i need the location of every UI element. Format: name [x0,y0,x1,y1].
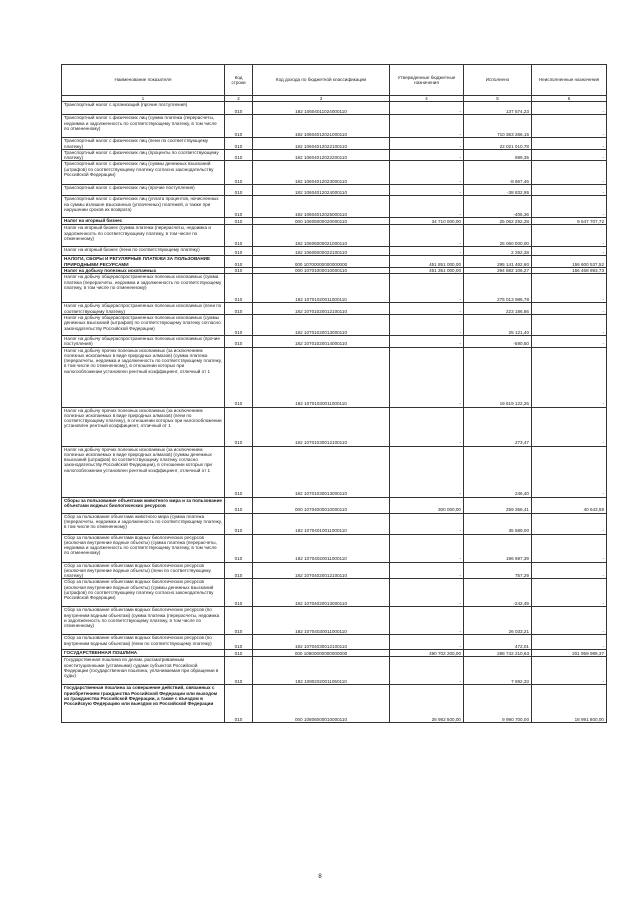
row-plan: - [390,196,464,218]
column-number: 1 [62,96,225,102]
row-plan: - [390,579,464,607]
row-rest: - [532,657,607,685]
row-rest: - [532,274,607,303]
row-kbk: 182 10604012022100110 [253,138,390,150]
row-kbk: 182 10704010011000110 [253,513,390,534]
row-done: 275 013 986,78 [464,274,532,303]
row-done: -242,49 [464,579,532,607]
row-code: 010 [225,657,253,685]
row-done: 2 292,28 [464,247,532,256]
row-code: 010 [225,650,253,657]
row-name: Налог на добычу полезных ископаемых [62,268,225,274]
row-done: -590,50 [464,335,532,347]
row-done: 288 742 210,63 [464,650,532,657]
row-rest: 156 600 537,52 [532,256,607,268]
row-code: 010 [225,579,253,607]
table-row [62,314,607,335]
row-name: Сбор за пользование объектами водных биологических ресурсов (по внутренним водным объектам) (сумма платежа (перерасчеты, недоимка и задолженность по соответствующему платежу, в том числе по отмененному) [62,607,225,635]
row-done: 196 697,39 [464,534,532,562]
row-kbk: 182 10802020011050110 [253,657,390,685]
row-done: 19 619 122,26 [464,347,532,407]
row-code: 010 [225,256,253,268]
row-rest: 156 468 893,73 [532,268,607,274]
table-row [62,196,607,218]
header-rest: Неисполненные назначения [532,65,607,96]
table-row [62,256,607,268]
row-code: 010 [225,138,253,150]
row-rest: - [532,196,607,218]
row-code: 010 [225,185,253,196]
row-code: 010 [225,635,253,650]
table-row [62,657,607,685]
row-rest: - [532,185,607,196]
row-done: 22 021 010,78 [464,138,532,150]
row-name: Налог на добычу прочих полезных ископаемых (за исключением полезных ископаемых в виде природных алмазов) (сумма платежа (перерасчеты, недоимка и задолженность по соответствующему платежу, в том числе по отмененному), в отношении которых при налогообложении установлен рентный коэффициент, отличный от 1 [62,347,225,407]
row-name: Налог на добычу прочих полезных ископаемых (за исключением полезных ископаемых в виде природных алмазов) (суммы денежных взысканий (штрафов) по соответствующему платежу согласно законодательству Российской Федерации), в отношении которых при налогообложении установлен рентный коэффициент, отличный от 1 [62,446,225,497]
row-rest: 18 991 800,00 [532,685,607,723]
row-plan: - [390,149,464,161]
row-name: Налог на добычу прочих полезных ископаемых (за исключением полезных ископаемых в виде природных алмазов) (пени по соответствующему платежу), в отношении которых при налогообложении установлен рентный коэффициент, отличный от 1 [62,407,225,446]
row-name: Государственная пошлина по делам, рассматриваемым конституционными (уставными) судами субъектов Российской Федерации (государственная пошлина, уплачиваемая при обращении в суды) [62,657,225,685]
row-plan: - [390,247,464,256]
row-rest: - [532,138,607,150]
table-row [62,303,607,315]
table-row [62,268,607,274]
row-kbk: 182 10704030011000110 [253,607,390,635]
row-code: 010 [225,513,253,534]
row-done: 259 356,41 [464,497,532,513]
row-plan: - [390,607,464,635]
row-plan: - [390,347,464,407]
row-plan: 28 982 500,00 [390,685,464,723]
table-row [62,102,607,115]
row-name: Налог на добычу общераспространенных полезных ископаемых (прочие поступления) [62,335,225,347]
row-name: Транспортный налог с физических лиц (проценты по соответствующему платежу) [62,149,225,161]
row-rest: - [532,115,607,138]
row-name: ГОСУДАРСТВЕННАЯ ПОШЛИНА [62,650,225,657]
row-code: 010 [225,497,253,513]
row-plan: - [390,562,464,579]
row-code: 010 [225,161,253,185]
row-kbk: 000 10806000010000110 [253,685,390,723]
row-code: 010 [225,407,253,446]
row-rest: - [532,303,607,315]
row-code: 010 [225,268,253,274]
row-plan: 300 000,00 [390,497,464,513]
row-code: 010 [225,534,253,562]
row-plan: - [390,161,464,185]
row-rest: - [532,335,607,347]
row-name: НАЛОГИ, СБОРЫ И РЕГУЛЯРНЫЕ ПЛАТЕЖИ ЗА ПОЛЬЗОВАНИЕ ПРИРОДНЫМИ РЕСУРСАМИ [62,256,225,268]
row-rest: - [532,513,607,534]
table-row [62,579,607,607]
row-plan: - [390,115,464,138]
row-plan: 451 351 000,00 [390,268,464,274]
row-plan: - [390,138,464,150]
table-row [62,607,607,635]
row-rest: - [532,225,607,247]
row-done: 137 574,23 [464,102,532,115]
table-row [62,650,607,657]
row-rest: - [532,247,607,256]
row-plan: - [390,446,464,497]
header-kbk: Код дохода по бюджетной классификации [253,65,390,96]
row-rest: 9 647 707,72 [532,218,607,225]
row-done: 223 186,86 [464,303,532,315]
row-kbk: 182 10701020013000110 [253,314,390,335]
header-code: Код строки [225,65,253,96]
table-row [62,347,607,407]
row-rest: - [532,347,607,407]
row-plan: - [390,274,464,303]
row-kbk: 182 10604012023000110 [253,161,390,185]
table-row [62,138,607,150]
row-kbk: 182 10701030013000110 [253,446,390,497]
row-code: 010 [225,562,253,579]
row-code: 010 [225,102,253,115]
row-name: Сбор за пользование объектами водных биологических ресурсов (исключая внутренние водные объекты) (суммы денежных взысканий (штрафов) по соответствующему платежу согласно законодательству Российской Федерации) [62,579,225,607]
row-done: 273,47 [464,407,532,446]
row-kbk: 000 10704000010000110 [253,497,390,513]
row-done: 295 141 462,60 [464,256,532,268]
row-name: Сбор за пользование объектами водных биологических ресурсов (исключая внутренние водные объекты) (сумма платежа (перерасчеты, недоимка и задолженность по соответствующему платежу, в том числе по отмененному) [62,534,225,562]
table-row [62,446,607,497]
row-done: 25 121,40 [464,314,532,335]
row-rest: - [532,102,607,115]
table-row [62,534,607,562]
table-row [62,685,607,723]
row-rest: - [532,607,607,635]
row-done: -405,36 [464,196,532,218]
row-plan: 34 710 000,00 [390,218,464,225]
row-kbk: 000 10605000020000110 [253,218,390,225]
table-row [62,185,607,196]
table-row [62,335,607,347]
row-code: 010 [225,347,253,407]
row-plan: - [390,314,464,335]
row-kbk: 182 10605000021000110 [253,225,390,247]
row-done: 710 363 266,15 [464,115,532,138]
row-plan: - [390,335,464,347]
row-rest: - [532,635,607,650]
row-name: Налог на игорный бизнес (пени по соответствующему платежу) [62,247,225,256]
row-done: 7 692,33 [464,657,532,685]
row-name: Транспортный налог с физических лиц (прочие поступления) [62,185,225,196]
row-rest: - [532,149,607,161]
row-kbk: 000 10700000000000000 [253,256,390,268]
income-execution-table [61,64,607,723]
table-row [62,247,607,256]
row-rest: - [532,562,607,579]
row-name: Государственная пошлина за совершение действий, связанных с приобретением гражданства Российской Федерации или выходом из гражданства Российской Федерации, а также с въездом в Российскую Федерацию или выездом из Российской Федерации [62,685,225,723]
row-kbk: 182 10701030012100110 [253,407,390,446]
table-row [62,225,607,247]
row-plan: - [390,185,464,196]
row-plan: - [390,303,464,315]
row-kbk: 182 10704020011000110 [253,534,390,562]
row-kbk: 182 10605000022100110 [253,247,390,256]
header-done: Исполнено [464,65,532,96]
row-name: Сбор за пользование объектами водных биологических ресурсов (по внутренним водным объектам) (пени по соответствующему платежу) [62,635,225,650]
row-kbk: 182 10604011024000110 [253,102,390,115]
row-plan: - [390,635,464,650]
row-kbk: 182 10604012022200110 [253,149,390,161]
row-plan: - [390,225,464,247]
row-plan: - [390,407,464,446]
table-row [62,218,607,225]
table-row [62,115,607,138]
row-name: Транспортный налог с организаций (прочие поступления) [62,102,225,115]
table-row [62,149,607,161]
row-kbk: 182 10704020012100110 [253,562,390,579]
table-row [62,635,607,650]
row-plan: 451 851 000,00 [390,256,464,268]
header-plan: Утвержденные бюджетные назначения [390,65,464,96]
row-done: 26 033,21 [464,607,532,635]
row-done: 294 882 106,27 [464,268,532,274]
page-number: 8 [318,874,322,880]
table-row [62,161,607,185]
row-name: Сбор за пользование объектами водных биологических ресурсов (исключая внутренние водные объекты) (пени по соответствующему платежу) [62,562,225,579]
row-code: 010 [225,446,253,497]
row-name: Налог на добычу общераспространенных полезных ископаемых (суммы денежных взысканий (штрафов) по соответствующему платежу согласно законодательству Российской Федерации) [62,314,225,335]
row-rest: - [532,446,607,497]
row-code: 010 [225,685,253,723]
row-rest: 40 643,59 [532,497,607,513]
row-name: Налог на игорный бизнес [62,218,225,225]
table-row [62,497,607,513]
column-number: 2 [225,96,253,102]
row-rest: - [532,579,607,607]
row-done: -38 832,95 [464,185,532,196]
row-done: 25 062 292,28 [464,218,532,225]
row-plan: - [390,102,464,115]
row-kbk: 182 10604012024000110 [253,185,390,196]
row-done: 246,40 [464,446,532,497]
row-done: -8 667,46 [464,161,532,185]
row-done: 9 990 700,00 [464,685,532,723]
row-code: 010 [225,196,253,218]
row-plan: - [390,513,464,534]
row-name: Налог на добычу общераспространенных полезных ископаемых (пени по соответствующему платежу) [62,303,225,315]
row-code: 010 [225,607,253,635]
row-code: 010 [225,225,253,247]
row-kbk: 182 10701020012100110 [253,303,390,315]
table-row [62,562,607,579]
row-code: 010 [225,314,253,335]
row-name: Транспортный налог с физических лиц (пени по соответствующему платежу) [62,138,225,150]
row-done: 25 060 000,00 [464,225,532,247]
row-rest: - [532,161,607,185]
row-plan: 490 702 200,00 [390,650,464,657]
row-kbk: 182 10704020013000110 [253,579,390,607]
row-code: 010 [225,247,253,256]
row-rest: - [532,534,607,562]
table-row [62,407,607,446]
row-name: Транспортный налог с физических лиц (сумма платежа (перерасчеты, недоимка и задолженность по соответствующему платежу, в том числе по отмененному) [62,115,225,138]
row-kbk: 182 10704030012100110 [253,635,390,650]
row-name: Налог на игорный бизнес (сумма платежа (перерасчеты, недоимка и задолженность по соответствующему платежу, в том числе по отмененному) [62,225,225,247]
table-row [62,274,607,303]
row-done: 35 589,00 [464,513,532,534]
row-name: Транспортный налог с физических лиц (суммы денежных взысканий (штрафов) по соответствующему платежу согласно законодательству Российской Федерации) [62,161,225,185]
table-row [62,513,607,534]
column-number: 5 [464,96,532,102]
row-kbk: 182 10604012021000110 [253,115,390,138]
row-done: 472,01 [464,635,532,650]
row-rest: 201 959 989,37 [532,650,607,657]
row-name: Сборы за пользование объектами животного мира и за пользование объектами водных биологических ресурсов [62,497,225,513]
header-name: Наименование показателя [62,65,225,96]
row-rest: - [532,314,607,335]
row-code: 010 [225,335,253,347]
row-name: Транспортный налог с физических лиц (уплата процентов, начисленных на суммы излишне взысканных (уплаченных) платежей, а также при нарушении сроков их возврата) [62,196,225,218]
row-rest: - [532,407,607,446]
row-done: 699,35 [464,149,532,161]
column-number: 6 [532,96,607,102]
table-header-row [62,65,607,96]
column-number: 3 [253,96,390,102]
row-kbk: 182 10701020011000110 [253,274,390,303]
row-code: 010 [225,115,253,138]
row-name: Налог на добычу общераспространенных полезных ископаемых (сумма платежа (перерасчеты, недоимка и задолженность по соответствующему платежу, в том числе по отмененному) [62,274,225,303]
row-kbk: 000 10800000000000000 [253,650,390,657]
row-done: 757,29 [464,562,532,579]
row-plan: - [390,657,464,685]
row-kbk: 182 10701030011000110 [253,347,390,407]
row-code: 010 [225,218,253,225]
row-name: Сбор за пользование объектами животного мира (сумма платежа (перерасчеты, недоимка и задолженность по соответствующему платежу, в том числе по отмененному) [62,513,225,534]
column-number: 4 [390,96,464,102]
row-code: 010 [225,274,253,303]
row-plan: - [390,534,464,562]
row-kbk: 182 10701020014000110 [253,335,390,347]
row-code: 010 [225,303,253,315]
row-code: 010 [225,149,253,161]
row-kbk: 000 10701000010000110 [253,268,390,274]
row-kbk: 182 10604012025000110 [253,196,390,218]
